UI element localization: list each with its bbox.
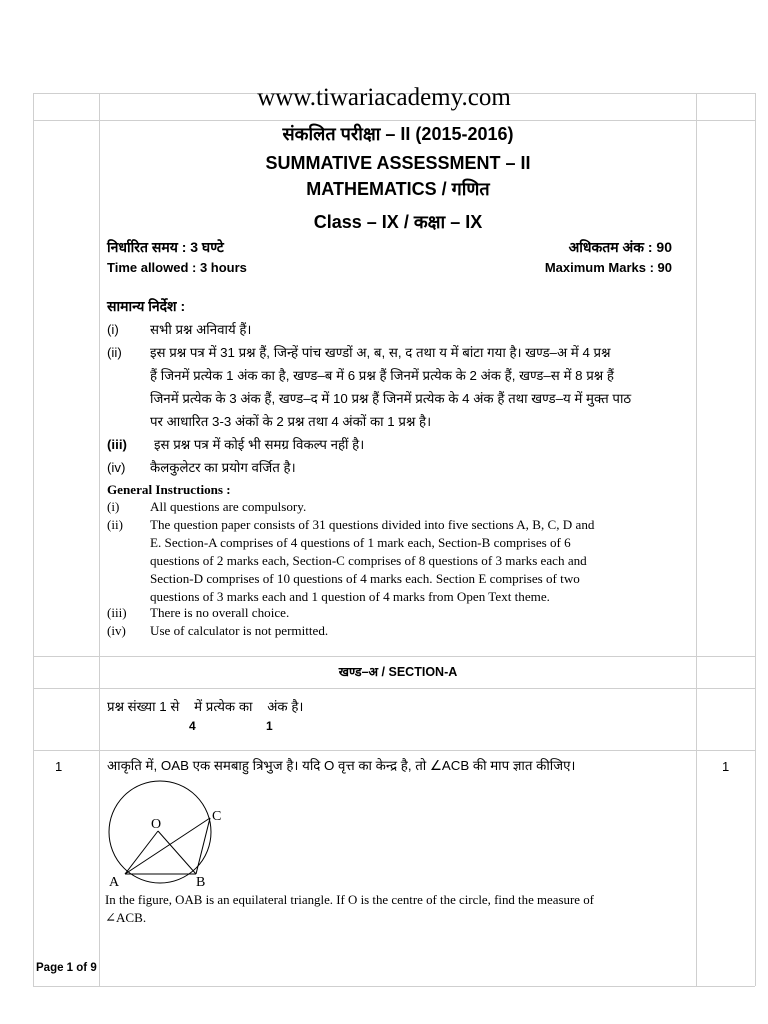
- hindi-item-line: जिनमें प्रत्येक के 3 अंक हैं, खण्ड–द में 10 प्रश्न हैं जिनमें प्रत्येक के 4 अंक हैं तथा खण्ड–य में मुक्त पाठ: [150, 391, 632, 406]
- website-url: www.tiwariacademy.com: [257, 84, 511, 111]
- segment-OB: [158, 831, 196, 874]
- table-border-col2: [696, 93, 697, 986]
- segment-AC: [125, 818, 210, 874]
- table-rule: [33, 688, 755, 689]
- hindi-item-text: इस प्रश्न पत्र में कोई भी समग्र विकल्प नहीं है।: [154, 437, 365, 452]
- instruction-number: (i): [107, 499, 120, 514]
- time-allowed-hindi: निर्धारित समय : 3 घण्टे: [107, 239, 224, 255]
- table-border-left: [33, 93, 34, 986]
- label-C: C: [212, 809, 222, 824]
- table-rule: [33, 656, 755, 657]
- hindi-item-number: (iii): [107, 437, 127, 452]
- max-marks: Maximum Marks : 90: [544, 260, 672, 275]
- assessment-title: SUMMATIVE ASSESSMENT – II: [265, 153, 531, 173]
- hindi-title: संकलित परीक्षा – II (2015-2016): [282, 124, 514, 144]
- instruction-line: Section-D comprises of 10 questions of 4 marks each. Section E comprises of two: [150, 571, 580, 586]
- hindi-item-text: सभी प्रश्न अनिवार्य हैं।: [150, 322, 252, 337]
- circle: [109, 781, 211, 883]
- hindi-item-number: (ii): [107, 345, 122, 360]
- label-A: A: [109, 875, 120, 890]
- instruction-line: questions of 2 marks each, Section-C comprises of 8 questions of 3 marks each and: [150, 553, 587, 568]
- section-note-mark-value: 1: [266, 719, 273, 733]
- table-rule-bottom: [33, 986, 755, 987]
- hindi-item-text: कैलकुलेटर का प्रयोग वर्जित है।: [150, 460, 296, 475]
- instruction-number: (ii): [107, 517, 123, 532]
- instruction-number: (iv): [107, 623, 126, 638]
- question-number: 1: [55, 759, 63, 774]
- question-text-english-cont: ∠ACB.: [105, 910, 147, 925]
- subject-title: MATHEMATICS / गणित: [306, 179, 490, 199]
- segment-OA: [125, 831, 158, 874]
- label-O: O: [151, 817, 162, 832]
- table-rule: [33, 120, 755, 121]
- table-border-right: [755, 93, 756, 986]
- hindi-item-line: इस प्रश्न पत्र में 31 प्रश्न हैं, जिन्हें पांच खण्डों अ, ब, स, द तथा य में बांटा गया है। खण्ड–अ में 4 प्रश्न: [150, 345, 611, 360]
- instruction-text: All questions are compulsory.: [150, 499, 307, 514]
- general-instructions-heading: General Instructions :: [107, 482, 231, 497]
- hindi-item-line: हैं जिनमें प्रत्येक 1 अंक का है, खण्ड–ब में 6 प्रश्न हैं जिनमें प्रत्येक के 2 अंक हैं, खण्ड–स में 8 प्रश्न हैं: [150, 368, 614, 383]
- instruction-number: (iii): [107, 605, 127, 620]
- table-rule: [33, 750, 755, 751]
- hindi-item-number: (i): [107, 322, 119, 337]
- section-note: प्रश्न संख्या 1 से में प्रत्येक का अंक है।: [107, 699, 304, 714]
- instruction-line: questions of 3 marks each and 1 question of 4 marks from Open Text theme.: [150, 589, 550, 604]
- label-B: B: [196, 875, 206, 890]
- question-text-hindi: आकृति में, OAB एक समबाहु त्रिभुज है। यदि O वृत्त का केन्द्र है, तो ∠ACB की माप ज्ञात कीजिए।: [107, 758, 576, 773]
- hindi-item-line: पर आधारित 3-3 अंकों के 2 प्रश्न तथा 4 अंकों का 1 प्रश्न है।: [150, 414, 432, 429]
- section-note-question-count: 4: [189, 719, 196, 733]
- hindi-item-number: (iv): [107, 460, 126, 475]
- instruction-line: The question paper consists of 31 questions divided into five sections A, B, C, D and: [150, 517, 595, 532]
- instruction-text: There is no overall choice.: [150, 605, 290, 620]
- circle-figure: [100, 780, 230, 892]
- max-marks-hindi: अधिकतम अंक : 90: [568, 239, 672, 255]
- question-marks: 1: [722, 759, 730, 774]
- page-number: Page 1 of 9: [36, 962, 97, 974]
- time-allowed: Time allowed : 3 hours: [107, 260, 247, 275]
- class-title: Class – IX / कक्षा – IX: [313, 212, 483, 232]
- section-title: खण्ड–अ / SECTION-A: [338, 665, 458, 679]
- instruction-line: E. Section-A comprises of 4 questions of 1 mark each, Section-B comprises of 6: [150, 535, 571, 550]
- question-text-english: In the figure, OAB is an equilateral triangle. If O is the centre of the circle, find the measure of: [105, 893, 594, 907]
- hindi-instructions-heading: सामान्य निर्देश :: [107, 298, 186, 314]
- instruction-text: Use of calculator is not permitted.: [150, 623, 329, 638]
